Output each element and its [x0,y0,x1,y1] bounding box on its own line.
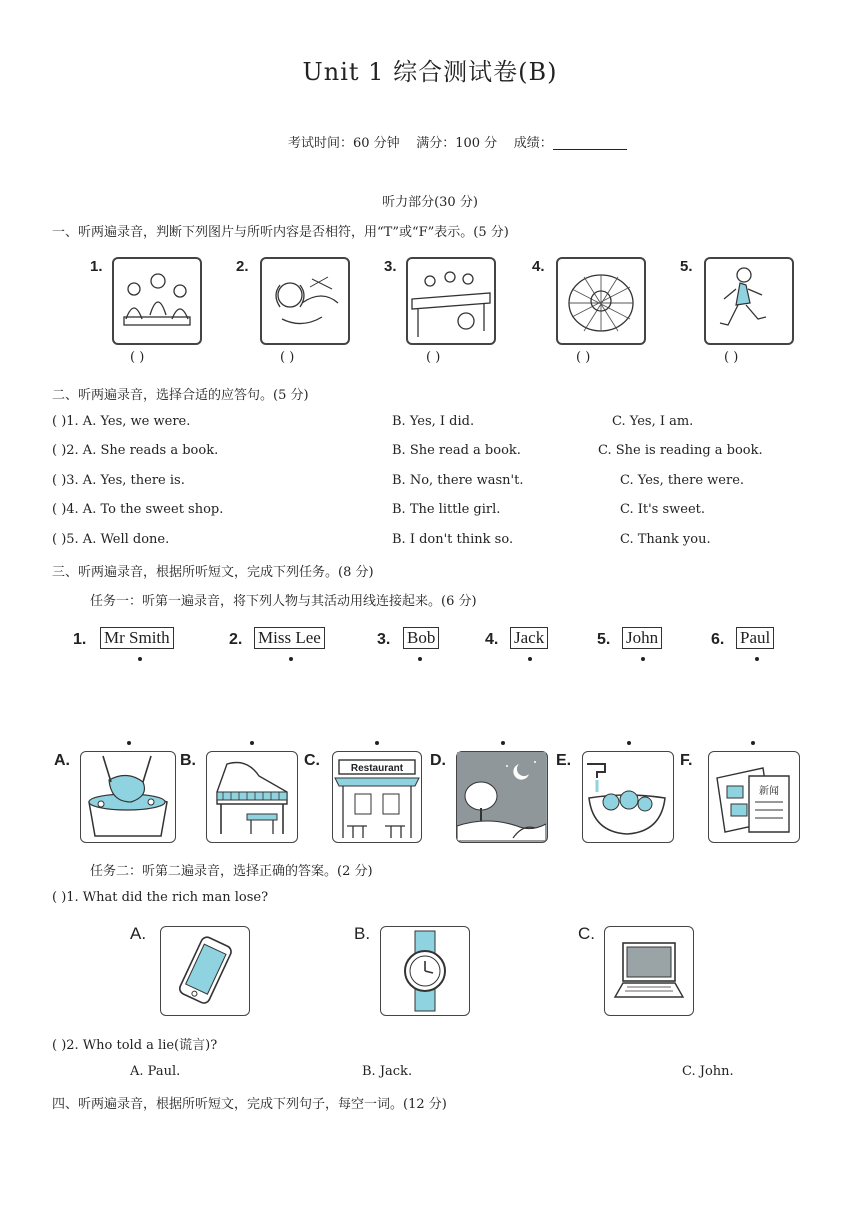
task-1-heading: 任务一：听第一遍录音，将下列人物与其活动用线连接起来。(6 分) [90,594,477,609]
s2-q5-option-b: B. I don't think so. [392,532,514,547]
s2-q5-option-c: C. Thank you. [620,532,711,547]
activity-a-washing-clothes [80,751,176,843]
activity-a-dot[interactable] [127,741,131,745]
s1-answer-5[interactable]: ( ) [724,350,739,365]
exam-meta [288,132,627,151]
person-miss-lee: Miss Lee [254,627,325,649]
s2-q4-lead: ( )4. A. To the sweet shop. [52,502,224,517]
t2-q1-letter-c: C. [578,924,595,943]
s1-num-1: 1. [90,258,103,275]
activity-e-washing-vegetables [582,751,674,843]
s2-q1-lead: ( )1. A. Yes, we were. [52,414,191,429]
person-4-dot[interactable] [528,657,532,661]
s1-picture-1-family-meal [112,257,202,345]
person-jack: Jack [510,627,548,649]
section-3-heading: 三、听两遍录音，根据所听短文，完成下列任务。(8 分) [52,565,374,580]
activity-e-dot[interactable] [627,741,631,745]
person-num-6: 6. [711,631,725,648]
exam-time: 考试时间：60 分钟 [288,136,400,151]
activity-f-dot[interactable] [751,741,755,745]
t2-q1-letter-a: A. [130,924,147,943]
person-john: John [622,627,662,649]
person-num-5: 5. [597,631,611,648]
person-6-dot[interactable] [755,657,759,661]
person-num-3: 3. [377,631,391,648]
activity-letter-d: D. [430,752,446,769]
person-1-dot[interactable] [138,657,142,661]
person-bob: Bob [403,627,439,649]
s1-num-3: 3. [384,258,397,275]
s1-answer-2[interactable]: ( ) [280,350,295,365]
person-2-dot[interactable] [289,657,293,661]
person-mr-smith: Mr Smith [100,627,174,649]
person-num-4: 4. [485,631,499,648]
activity-b-dot[interactable] [250,741,254,745]
s2-q3-option-b: B. No, there wasn't. [392,473,524,488]
score-label: 成绩： [513,136,553,151]
t2-q1-letter-b: B. [354,924,371,943]
restaurant-sign-text: Restaurant [350,763,404,774]
s2-q1-option-c: C. Yes, I am. [612,414,694,429]
activity-f-reading-newspaper [708,751,800,843]
activity-d-dot[interactable] [501,741,505,745]
activity-c-dot[interactable] [375,741,379,745]
s2-q2-option-b: B. She read a book. [392,443,521,458]
activity-letter-f: F. [680,752,693,769]
activity-letter-a: A. [54,752,70,769]
activity-letter-c: C. [304,752,320,769]
s1-picture-2-lion-net [260,257,350,345]
s2-q4-option-c: C. It's sweet. [620,502,706,517]
person-3-dot[interactable] [418,657,422,661]
person-num-1: 1. [73,631,87,648]
s1-picture-5-boy-running [704,257,794,345]
activity-d-night-walk [456,751,548,843]
t2-q2: ( )2. Who told a lie(谎言)? [52,1038,218,1053]
s2-q2-option-c: C. She is reading a book. [598,443,763,458]
activity-c-restaurant [332,751,422,843]
person-num-2: 2. [229,631,243,648]
t2-q2-option-b: B. Jack. [362,1064,413,1079]
s1-answer-3[interactable]: ( ) [426,350,441,365]
s1-picture-4-animal-in-net [556,257,646,345]
t2-q1-option-a-phone [160,926,250,1016]
person-paul: Paul [736,627,774,649]
t2-q2-option-c: C. John. [682,1064,734,1079]
s2-q5-lead: ( )5. A. Well done. [52,532,170,547]
s1-picture-3-table-tennis [406,257,496,345]
s2-q3-option-c: C. Yes, there were. [620,473,745,488]
section-4-heading: 四、听两遍录音，根据所听短文，完成下列句子，每空一词。(12 分) [52,1097,447,1112]
t2-q1-option-c-laptop [604,926,694,1016]
section-2-heading: 二、听两遍录音，选择合适的应答句。(5 分) [52,388,309,403]
page-title: Unit 1 综合测试卷(B) [302,58,558,86]
s1-num-5: 5. [680,258,693,275]
s2-q3-lead: ( )3. A. Yes, there is. [52,473,185,488]
score-blank[interactable] [553,137,627,150]
newspaper-headline-text: 新闻 [759,786,779,797]
s1-answer-1[interactable]: ( ) [130,350,145,365]
listening-section-title: 听力部分(30 分) [382,195,478,210]
section-1-heading: 一、听两遍录音，判断下列图片与所听内容是否相符，用“T”或“F”表示。(5 分) [52,225,509,240]
s1-answer-4[interactable]: ( ) [576,350,591,365]
t2-q2-option-a: A. Paul. [130,1064,181,1079]
s2-q1-option-b: B. Yes, I did. [392,414,475,429]
s2-q4-option-b: B. The little girl. [392,502,501,517]
activity-b-piano [206,751,298,843]
s2-q2-lead: ( )2. A. She reads a book. [52,443,219,458]
activity-letter-b: B. [180,752,196,769]
t2-q1: ( )1. What did the rich man lose? [52,890,269,905]
t2-q1-option-b-watch [380,926,470,1016]
activity-letter-e: E. [556,752,572,769]
full-marks: 满分：100 分 [416,136,498,151]
task-2-heading: 任务二：听第二遍录音，选择正确的答案。(2 分) [90,864,373,879]
s1-num-4: 4. [532,258,545,275]
person-5-dot[interactable] [641,657,645,661]
s1-num-2: 2. [236,258,249,275]
